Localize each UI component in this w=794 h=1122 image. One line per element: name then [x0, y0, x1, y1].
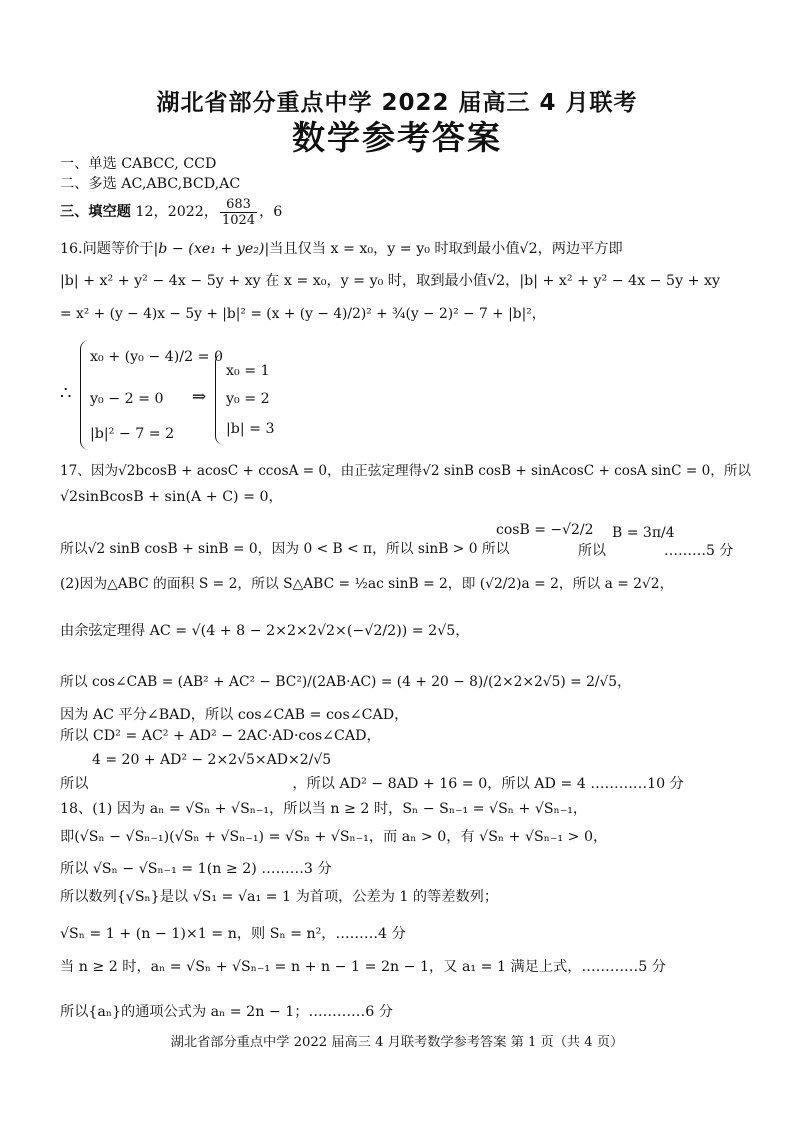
fill-blank-b: ，6: [259, 204, 283, 220]
fill-blank-answers: [60, 195, 282, 229]
fraction-numerator: 683: [220, 197, 257, 213]
q17-AD-result: ，所以 AD² − 8AD + 16 = 0，所以 AD = 4 …………10 分: [292, 776, 684, 792]
fill-blank-fraction: [220, 197, 257, 228]
q17-line-9: 4 = 20 + AD² − 2×2√5×AD×2/√5: [92, 752, 332, 768]
q16-system-eq2: y₀ − 2 = 0: [90, 391, 164, 407]
q18-line-6: 当 n ≥ 2 时，aₙ = √Sₙ + √Sₙ₋₁ = n + n − 1 = 2n − 1，又 a₁ = 1 满足上式，…………5 分: [60, 959, 666, 975]
q16-line-3: = x² + (y − 4)x − 5y + |b|² = (x + (y − 4)/2)² + ¾(y − 2)² − 7 + |b|²，: [60, 306, 546, 322]
q17-cosB-value: cosB = −√2/2: [496, 522, 594, 538]
q17-line-1: 17、因为√2bcosB + acosC + ccosA = 0，由正弦定理得√2 sinB cosB + sinAcosC + cosA sinC = 0，所以: [60, 463, 752, 479]
q17-line-4: (2)因为△ABC 的面积 S = 2，所以 S△ABC = ½ac sinB = 2，即 (√2/2)a = 2，所以 a = 2√2，: [60, 576, 674, 592]
q16-result-x0: x₀ = 1: [226, 363, 270, 379]
system-brace-right: [215, 353, 224, 445]
q16-result-b: |b| = 3: [226, 421, 275, 437]
q18-line-5: √Sₙ = 1 + (n − 1)×1 = n，则 Sₙ = n²，………4 分: [60, 926, 406, 942]
fill-blank-label: 三、填空题: [60, 204, 131, 220]
q17-line-2: √2sinBcosB + sin(A + C) = 0，: [60, 489, 283, 505]
q18-line-3: 所以 √Sₙ − √Sₙ₋₁ = 1(n ≥ 2) ………3 分: [60, 861, 332, 877]
q17-sinB-text: 所以√2 sinB cosB + sinB = 0，因为 0 < B < π，所以 sinB > 0 所以: [60, 541, 510, 557]
q18-line-4: 所以数列{√Sₙ}是以 √S₁ = √a₁ = 1 为首项，公差为 1 的等差数列；: [60, 889, 499, 905]
q16-vector-expr: |b − (xe₁ + ye₂)|: [153, 241, 270, 257]
q17-line-5: 由余弦定理得 AC = √(4 + 8 − 2×2×2√2×(−√2/2)) = 2√5，: [60, 623, 470, 639]
q17-line-3: [60, 540, 509, 558]
q16-intro: 16.问题等价于: [60, 241, 154, 257]
q17-line-8: 所以 CD² = AC² + AD² − 2AC·AD·cos∠CAD，: [60, 728, 381, 744]
q16-line-1: [60, 240, 623, 258]
q18-line-7: 所以{aₙ}的通项公式为 aₙ = 2n − 1；…………6 分: [60, 1004, 393, 1020]
q18-line-1: 18、(1) 因为 aₙ = √Sₙ + √Sₙ₋₁，所以当 n ≥ 2 时，Sₙ − Sₙ₋₁ = √Sₙ + √Sₙ₋₁，: [60, 801, 588, 817]
system-brace-left: [80, 340, 89, 450]
q16-result-y0: y₀ = 2: [226, 391, 270, 407]
single-choice-answers: 一、单选 CABCC, CCD: [60, 156, 217, 172]
q17-score-5: ………5 分: [664, 543, 734, 559]
fill-blank-a: 12，2022，: [135, 204, 219, 220]
q17-line-7: 因为 AC 平分∠BAD，所以 cos∠CAB = cos∠CAD，: [60, 707, 409, 723]
exam-title: 湖北省部分重点中学 2022 届高三 4 月联考: [156, 90, 638, 116]
q17-so-label-2: 所以: [60, 776, 89, 792]
therefore-symbol: ∴: [60, 383, 72, 404]
implies-arrow: ⇒: [192, 387, 207, 407]
multi-choice-answers: 二、多选 AC,ABC,BCD,AC: [60, 176, 241, 192]
q16-system-eq3: |b|² − 7 = 2: [90, 426, 175, 442]
q17-line-6: 所以 cos∠CAB = (AB² + AC² − BC²)/(2AB·AC) = (4 + 20 − 8)/(2×2×2√5) = 2/√5，: [60, 674, 631, 690]
answer-key-title: 数学参考答案: [292, 118, 502, 157]
q16-line-2: |b| + x² + y² − 4x − 5y + xy 在 x = x₀，y = y₀ 时，取到最小值√2，|b| + x² + y² − 4x − 5y + xy: [60, 273, 721, 289]
q16-condition: 当且仅当 x = x₀，y = y₀ 时取到最小值√2，两边平方即: [269, 241, 623, 257]
q16-system-eq1: x₀ + (y₀ − 4)/2 = 0: [90, 349, 224, 365]
q17-line-10: [60, 775, 684, 793]
q18-line-2: 即(√Sₙ − √Sₙ₋₁)(√Sₙ + √Sₙ₋₁) = √Sₙ + √Sₙ₋₁，而 aₙ > 0，有 √Sₙ + √Sₙ₋₁ > 0，: [60, 829, 608, 845]
fraction-denominator: 1024: [222, 212, 256, 228]
page-footer: 湖北省部分重点中学 2022 届高三 4 月联考数学参考答案 第 1 页（共 4 页）: [170, 1035, 624, 1050]
q17-so-label: 所以: [578, 543, 606, 559]
q17-B-value: B = 3π/4: [612, 525, 675, 541]
